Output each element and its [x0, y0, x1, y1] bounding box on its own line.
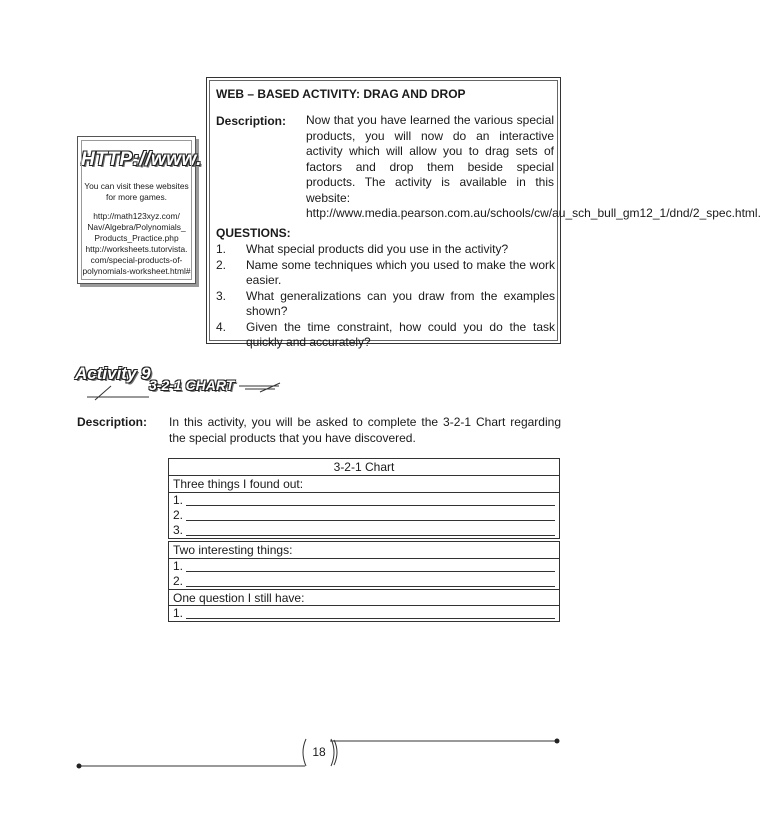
sidebar-link-line: Nav/Algebra/Polynomials_ — [87, 222, 186, 232]
description-label: Description: — [216, 114, 287, 128]
chart-group-heading: Three things I found out: — [169, 476, 559, 493]
answer-line[interactable]: 2. — [169, 574, 559, 589]
web-activity-title: WEB – BASED ACTIVITY: DRAG AND DROP — [216, 87, 466, 101]
page-number: 18 — [312, 745, 326, 759]
sidebar-link-line: polynomials-worksheet.html# — [82, 266, 191, 276]
answer-line[interactable]: 1. — [169, 493, 559, 508]
http-title: HTTP://www. — [81, 149, 202, 170]
description-text: Now that you have learned the various special products, you will now do an interactive activity which will allow you to drag sets of factors and drop them beside special products. The activity is available in this website: http://www.media.pearson.com.au/schools/cw/au_sch_bull_gm12_1/dnd/2_spec.html. — [306, 113, 761, 220]
activity-name: 3-2-1 CHART — [149, 377, 235, 393]
answer-line[interactable]: 2. — [169, 508, 559, 523]
sidebar-link-line: Products_Practice.php — [94, 233, 179, 243]
question-item: 2. Name some techniques which you used to make the work easier. — [216, 257, 555, 287]
activity-label: Activity 9 — [75, 364, 151, 383]
sidebar-link-line: http://math123xyz.com/ — [93, 211, 180, 221]
sidebar-link-line: http://worksheets.tutorvista. — [85, 244, 188, 254]
questions-label: QUESTIONS: — [216, 226, 291, 240]
sidebar-link-line: com/special-products-of- — [90, 255, 183, 265]
question-item: 3. What generalizations can you draw from the examples shown? — [216, 288, 555, 318]
section-description-text: In this activity, you will be asked to complete the 3-2-1 Chart regarding the special products that you have discovered. — [169, 415, 561, 445]
sidebar-note: You can visit these websites for more games. — [84, 181, 189, 202]
question-item: 4. Given the time constraint, how could you do the task quickly and accurately? — [216, 319, 555, 349]
answer-line[interactable]: 3. — [169, 523, 559, 538]
chart-group-heading: Two interesting things: — [169, 542, 559, 559]
answer-line[interactable]: 1. — [169, 559, 559, 574]
question-item: 1. What special products did you use in the activity? — [216, 242, 509, 256]
section-description-label: Description: — [77, 415, 148, 429]
chart-group-heading: One question I still have: — [169, 589, 559, 606]
chart-title: 3-2-1 Chart — [169, 459, 559, 476]
answer-line[interactable]: 1. — [169, 606, 559, 621]
